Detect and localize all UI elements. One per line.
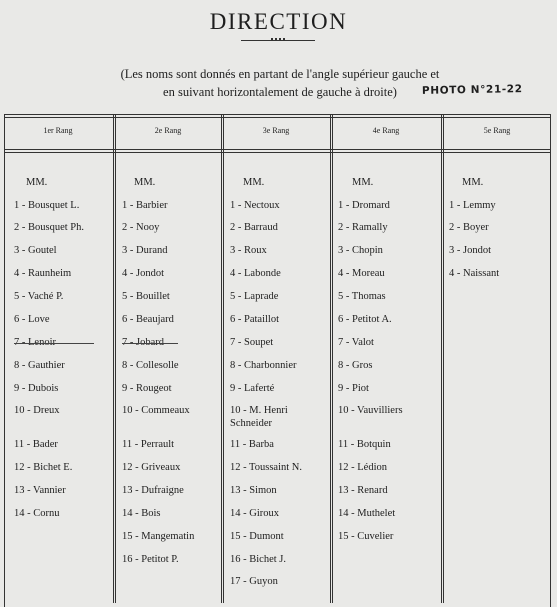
mm-label: MM. — [352, 177, 374, 188]
roster-entry: 7 - Jobard — [122, 337, 164, 348]
roster-entry: 17 - Guyon — [230, 576, 278, 587]
roster-entry: 5 - Vaché P. — [14, 291, 64, 302]
strike-line — [14, 343, 94, 344]
roster-entry: 16 - Bichet J. — [230, 554, 286, 565]
mm-label: MM. — [243, 177, 265, 188]
subtitle-line-1: (Les noms sont donnés en partant de l'angle supérieur gauche et — [120, 67, 440, 81]
column-heading: 5e Rang — [483, 126, 511, 135]
roster-entry: 15 - Cuvelier — [338, 531, 394, 542]
roster-entry: 2 - Nooy — [122, 222, 160, 233]
roster-entry: 12 - Bichet E. — [14, 462, 73, 473]
roster-entry: 14 - Bois — [122, 508, 161, 519]
roster-entry: 5 - Laprade — [230, 291, 279, 302]
roster-entry: 3 - Roux — [230, 245, 267, 256]
roster-entry: 9 - Laferté — [230, 383, 275, 394]
roster-entry: 10 - Vauvilliers — [338, 405, 403, 416]
roster-entry: 8 - Charbonnier — [230, 360, 297, 371]
mm-label: MM. — [134, 177, 156, 188]
title-ornament — [241, 40, 315, 43]
roster-entry: 4 - Labonde — [230, 268, 281, 279]
mm-label: MM. — [462, 177, 484, 188]
roster-entry: 11 - Perrault — [122, 439, 175, 450]
roster-entry: 14 - Muthelet — [338, 508, 396, 519]
roster-entry: 7 - Valot — [338, 337, 374, 348]
roster-entry: 3 - Chopin — [338, 245, 383, 256]
roster-entry: 15 - Dumont — [230, 531, 284, 542]
roster-entry: 13 - Dufraigne — [122, 485, 184, 496]
roster-entry: 2 - Barraud — [230, 222, 278, 233]
roster-entry: 5 - Thomas — [338, 291, 386, 302]
roster-entry: 10 - Commeaux — [122, 405, 190, 416]
column-divider — [441, 114, 444, 603]
roster-entry: 6 - Pataillot — [230, 314, 279, 325]
subtitle-line-2: en suivant horizontalement de gauche à droite) — [163, 85, 397, 99]
column-divider — [221, 114, 224, 603]
roster-entry: 3 - Durand — [122, 245, 168, 256]
roster-entry: 13 - Vannier — [14, 485, 66, 496]
roster-entry: 6 - Beaujard — [122, 314, 174, 325]
roster-entry: 10 - M. Henri Schneider — [230, 405, 288, 429]
table-top-rule — [4, 117, 550, 118]
roster-entry: 4 - Naissant — [449, 268, 500, 279]
roster-entry: 12 - Toussaint N. — [230, 462, 302, 473]
header-rule — [4, 149, 550, 150]
photo-tag: PHOTO N°21-22 — [421, 83, 523, 97]
roster-entry: 1 - Barbier — [122, 200, 168, 211]
roster-entry: 1 - Lemmy — [449, 200, 496, 211]
roster-entry: 7 - Lenoir — [14, 337, 56, 348]
roster-entry: 8 - Collesolle — [122, 360, 179, 371]
column-heading: 2e Rang — [154, 126, 182, 135]
column-divider — [330, 114, 333, 603]
roster-entry: 4 - Moreau — [338, 268, 385, 279]
page-title: DIRECTION — [209, 9, 348, 34]
roster-entry: 16 - Petitot P. — [122, 554, 179, 565]
roster-entry: 3 - Goutel — [14, 245, 57, 256]
roster-entry: 13 - Renard — [338, 485, 388, 496]
roster-entry: 11 - Barba — [230, 439, 274, 450]
roster-entry: 10 - Dreux — [14, 405, 60, 416]
roster-entry: 5 - Bouillet — [122, 291, 170, 302]
roster-entry: 1 - Bousquet L. — [14, 200, 80, 211]
header-rule-double — [4, 152, 550, 153]
roster-entry: 9 - Dubois — [14, 383, 59, 394]
column-heading: 1er Rang — [43, 126, 73, 135]
roster-entry: 15 - Mangematin — [122, 531, 195, 542]
roster-entry: 13 - Simon — [230, 485, 277, 496]
column-divider — [113, 114, 116, 603]
column-heading: 3e Rang — [262, 126, 290, 135]
roster-entry: 9 - Rougeot — [122, 383, 172, 394]
roster-entry: 14 - Cornu — [14, 508, 60, 519]
roster-entry: 2 - Bousquet Ph. — [14, 222, 85, 233]
mm-label: MM. — [26, 177, 48, 188]
roster-entry: 7 - Soupet — [230, 337, 274, 348]
roster-entry: 6 - Petitot A. — [338, 314, 392, 325]
roster-entry: 12 - Lédion — [338, 462, 387, 473]
roster-entry: 11 - Bader — [14, 439, 58, 450]
roster-entry: 4 - Jondot — [122, 268, 164, 279]
roster-entry: 3 - Jondot — [449, 245, 491, 256]
roster-entry: 11 - Botquin — [338, 439, 391, 450]
roster-entry: 1 - Nectoux — [230, 200, 280, 211]
roster-entry: 6 - Love — [14, 314, 50, 325]
roster-entry: 12 - Griveaux — [122, 462, 181, 473]
roster-entry: 8 - Gros — [338, 360, 373, 371]
roster-entry: 1 - Dromard — [338, 200, 390, 211]
roster-entry: 9 - Piot — [338, 383, 369, 394]
column-heading: 4e Rang — [372, 126, 400, 135]
roster-entry: 2 - Boyer — [449, 222, 489, 233]
strike-line — [122, 343, 178, 344]
roster-entry: 8 - Gauthier — [14, 360, 65, 371]
roster-entry: 14 - Giroux — [230, 508, 279, 519]
roster-entry: 2 - Ramally — [338, 222, 388, 233]
roster-entry: 4 - Raunheim — [14, 268, 72, 279]
